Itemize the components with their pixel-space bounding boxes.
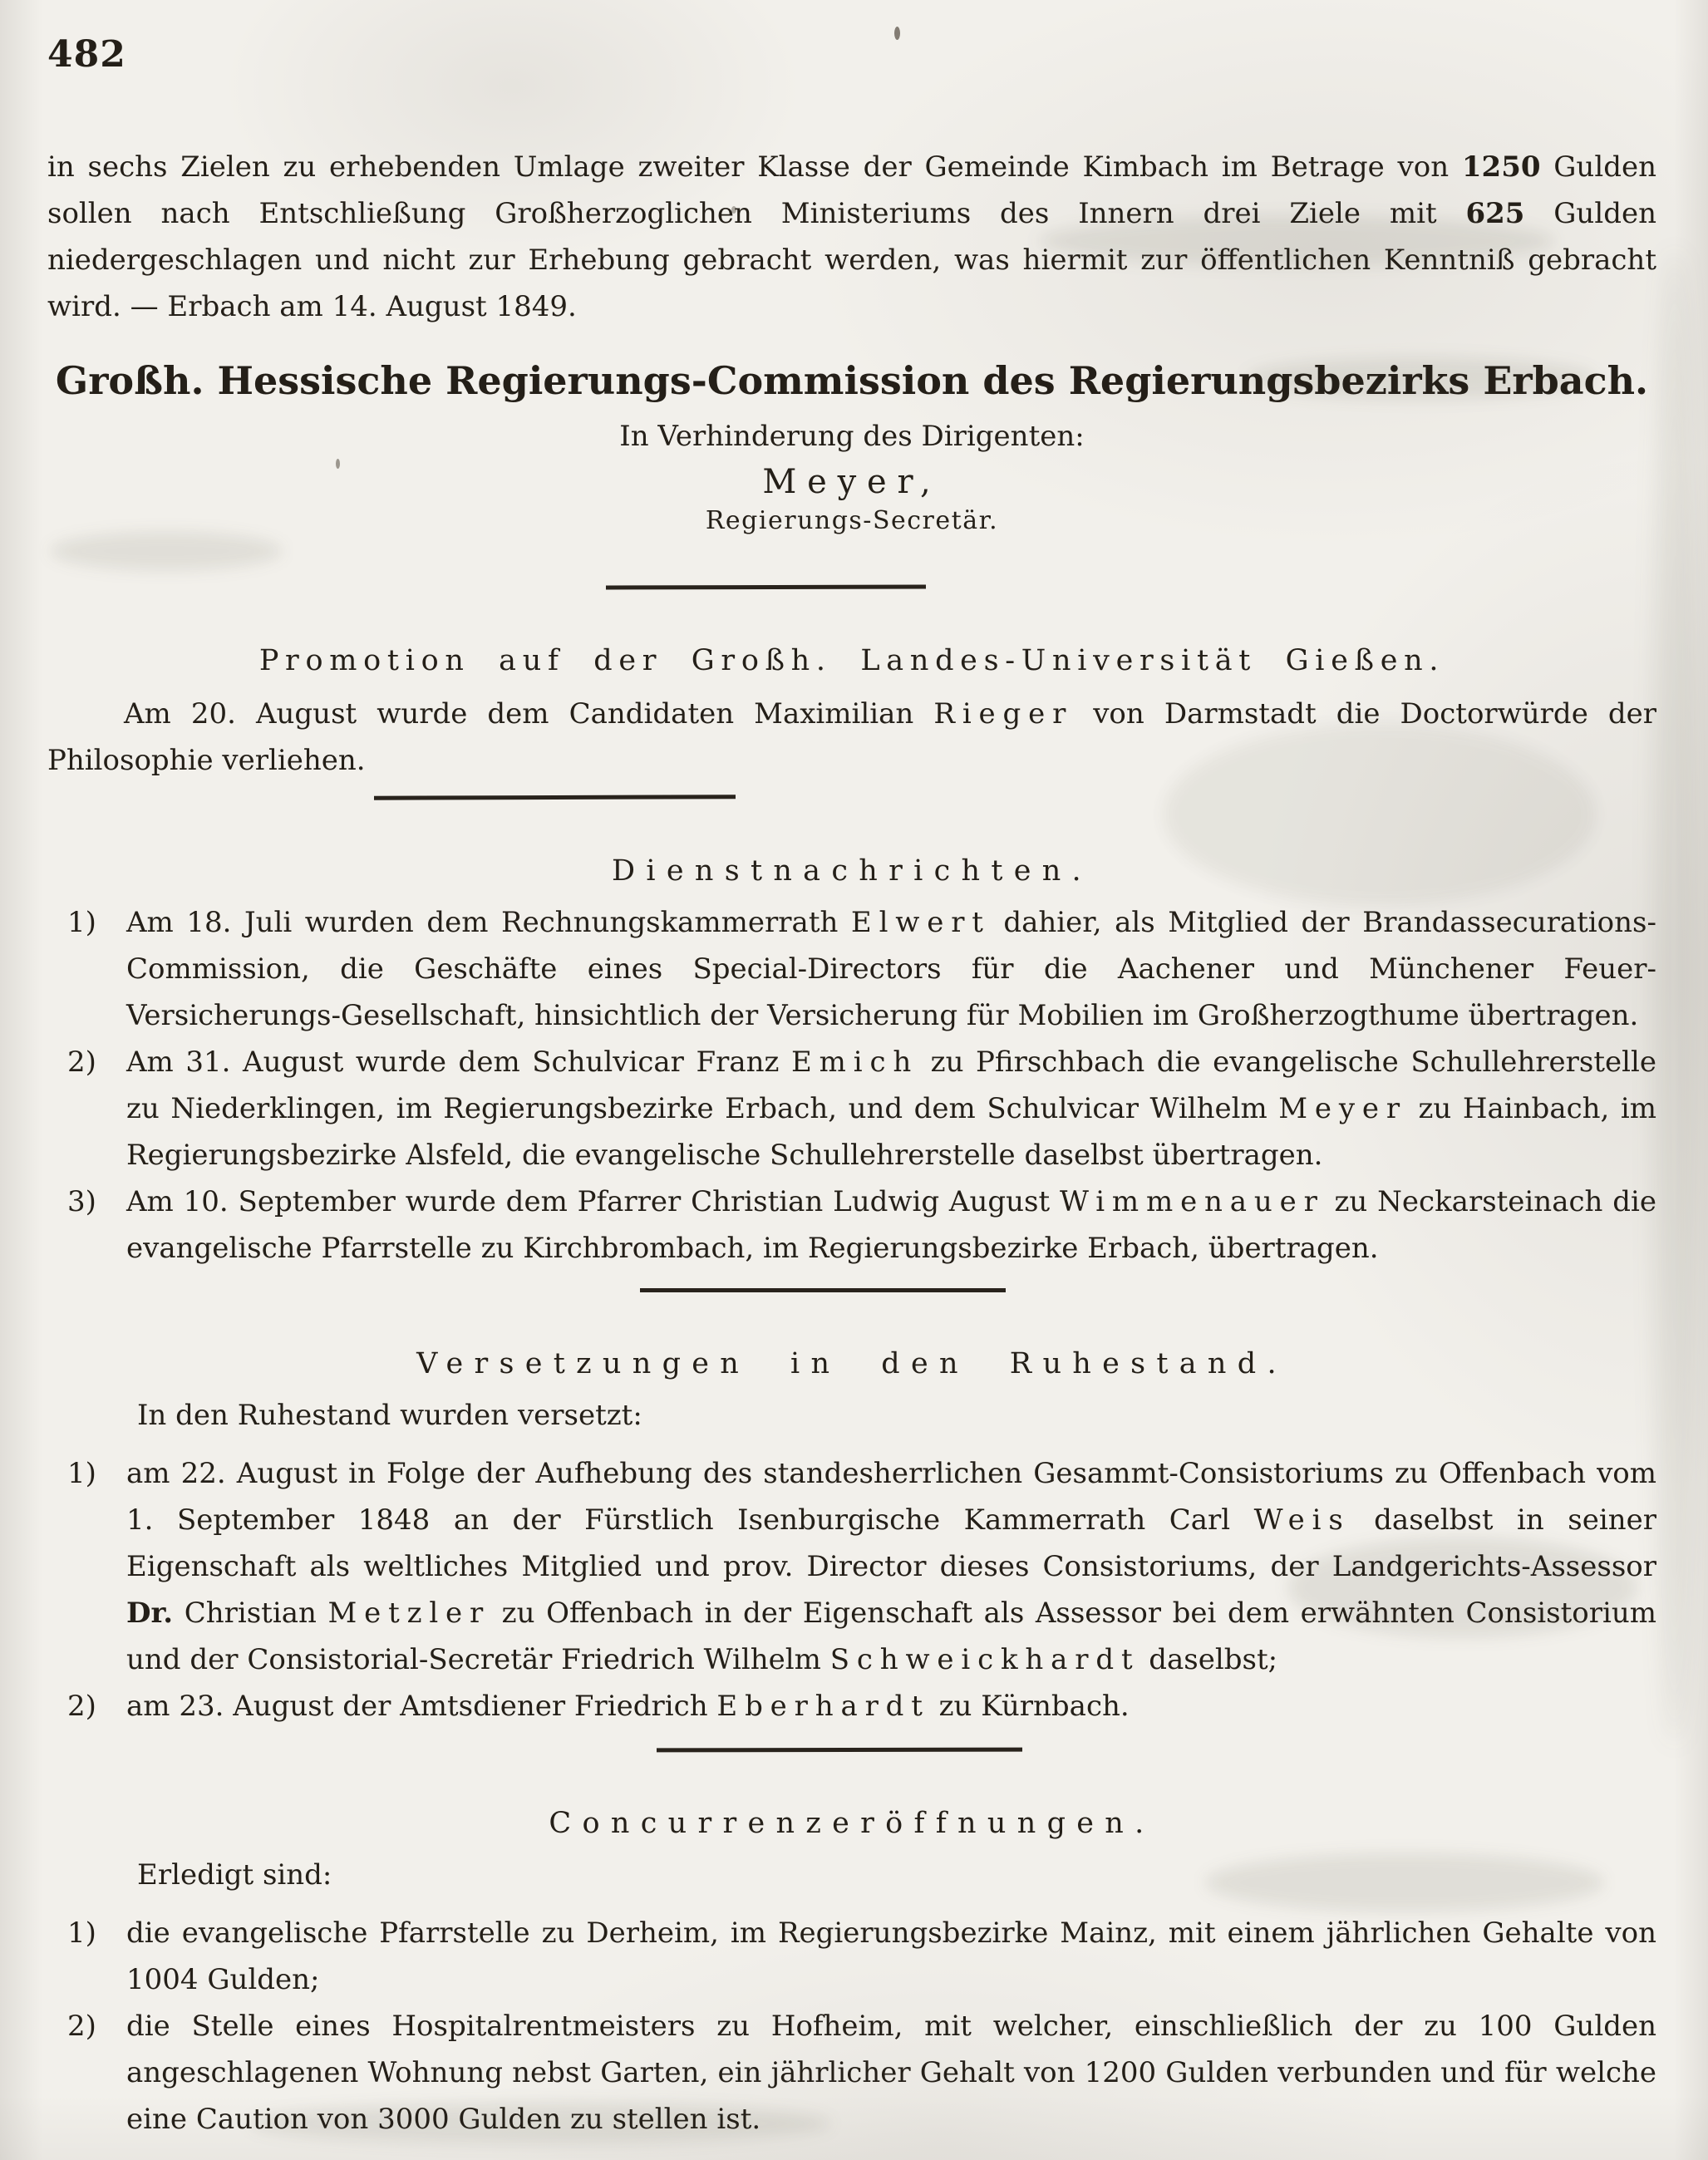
item-text [126, 1457, 1656, 1676]
notice-paragraph [47, 144, 1656, 330]
emphasized-text: 625 [1465, 197, 1525, 230]
list-item [47, 899, 1656, 1039]
item-text [126, 1916, 1656, 1996]
item-number: 2) [67, 1690, 96, 1723]
emphasized-text: Schweickhardt [829, 1643, 1140, 1676]
concurrenz-intro: Erledigt sind: [137, 1858, 332, 1892]
text-run: Gulden sollen nach Entschließung Großherzoglichen Ministeriums des Innern drei Ziele mit [47, 150, 1656, 230]
text-run: die evangelische Pfarrstelle zu Derheim, im Regierungsbezirke Mainz, mit einem jährlichen Gehalte von 1004 Gulden; [126, 1916, 1656, 1996]
text-run: Am 31. August wurde dem Schulvicar Franz [126, 1046, 791, 1079]
horizontal-rule [657, 1748, 1022, 1753]
emphasized-text: Emich [791, 1046, 919, 1079]
item-number: 1) [67, 1916, 96, 1950]
text-run: zu Kürnbach. [929, 1690, 1130, 1723]
text-run: Am 18. Juli wurden dem Rechnungskammerrath [126, 906, 851, 939]
item-number: 3) [67, 1185, 96, 1218]
concurrenz-heading: Concurrenzeröffnungen. [549, 1807, 1155, 1840]
emphasized-text: Wimmenauer [1060, 1185, 1325, 1218]
text-run: daselbst; [1139, 1643, 1278, 1676]
list-item [47, 1178, 1656, 1272]
item-number: 1) [67, 906, 96, 939]
text-run: die Stelle eines Hospitalrentmeisters zu Hofheim, mit welcher, einschließlich der zu 100 Gulden angeschlagenen Wohnung nebst Garten, ein jährlicher Gehalt von 1200 Gulden verbunden und für welche eine Caution von 3000 Gulden zu stellen ist. [126, 2010, 1656, 2136]
ruhestand-list [47, 1450, 1656, 1729]
list-item [47, 1910, 1656, 2003]
text-run: von Darmstadt die Doctorwürde der Philosophie verliehen. [47, 697, 1657, 777]
list-item [47, 2003, 1656, 2143]
emphasized-text: Weis [1253, 1503, 1351, 1537]
emphasized-text: Rieger [933, 697, 1074, 731]
text-run: zu Pfirschbach die evangelische Schullehrerstelle zu Niederklingen, im Regierungsbezirke Erbach, und dem Schulvicar Wilhelm [126, 1046, 1656, 1125]
list-item [47, 1450, 1656, 1683]
text-run: zu Hainbach, im Regierungsbezirke Alsfeld, die evangelische Schullehrerstelle daselbst übertragen. [126, 1092, 1656, 1172]
text-run: Christian [173, 1597, 328, 1630]
promotion-heading: Promotion auf der Großh. Landes-Universität Gießen. [258, 644, 1445, 677]
item-text [126, 906, 1656, 1032]
ruhestand-intro: In den Ruhestand wurden versetzt: [137, 1399, 642, 1432]
ruhestand-heading: Versetzungen in den Ruhestand. [416, 1347, 1287, 1380]
signature-name: Meyer, [762, 463, 942, 501]
item-text [126, 1690, 1130, 1723]
item-text [126, 2010, 1656, 2136]
list-item [47, 1039, 1656, 1178]
dienstnachrichten-list [47, 899, 1656, 1272]
emphasized-text: Meyer [1278, 1092, 1407, 1125]
item-number: 2) [67, 2010, 96, 2043]
horizontal-rule [640, 1288, 1006, 1292]
text-run: Am 10. September wurde dem Pfarrer Christian Ludwig August [126, 1185, 1060, 1218]
page-number: 482 [47, 33, 126, 76]
text-run: am 23. August der Amtsdiener Friedrich [126, 1690, 717, 1723]
signature-title: Regierungs-Secretär. [705, 506, 999, 535]
text-run: am 22. August in Folge der Aufhebung des standesherrlichen Gesammt-Consistoriums zu Offenbach vom 1. September 1848 an der Fürstlich Isenburgische Kammerrath Carl [126, 1457, 1656, 1537]
emphasized-text: 1250 [1461, 150, 1541, 184]
item-number: 2) [67, 1046, 96, 1079]
commission-title: Großh. Hessische Regierungs-Commission des Regierungsbezirks Erbach. [55, 358, 1649, 403]
text-run: Gulden niedergeschlagen und nicht zur Erhebung gebracht werden, was hiermit zur öffentlichen Kenntniß gebracht wird. — Erbach am 14. August 1849. [47, 197, 1656, 323]
item-text [126, 1046, 1656, 1172]
text-run: zu Offenbach in der Eigenschaft als Assessor bei dem erwähnten Consistorium und der Consistorial-Secretär Friedrich Wilhelm [126, 1597, 1656, 1676]
text-run: zu Neckarsteinach die evangelische Pfarrstelle zu Kirchbrombach, im Regierungsbezirke Erbach, übertragen. [126, 1185, 1656, 1265]
emphasized-text: Metzler [327, 1597, 491, 1630]
horizontal-rule [606, 584, 926, 589]
concurrenz-list [47, 1910, 1656, 2143]
emphasized-text: Eberhardt [716, 1690, 930, 1723]
promotion-paragraph [47, 691, 1656, 784]
horizontal-rule [374, 795, 736, 800]
item-text [126, 1185, 1656, 1265]
emphasized-text: Dr. [126, 1597, 174, 1630]
text-run: daselbst in seiner Eigenschaft als weltliches Mitglied und prov. Director dieses Consistoriums, der Landgerichts-Assessor [126, 1503, 1657, 1583]
text-run: dahier, als Mitglied der Brandassecurations-Commission, die Geschäfte eines Special-Directors für die Aachener und Münchener Feuer-Versicherungs-Gesellschaft, hinsichtlich der Versicherung für Mobilien im Großherzogthume übertragen. [126, 906, 1656, 1032]
list-item [47, 1683, 1656, 1729]
dienstnachrichten-heading: Dienstnachrichten. [611, 854, 1092, 888]
emphasized-text: Elwert [850, 906, 991, 939]
item-number: 1) [67, 1457, 96, 1490]
deputy-note: In Verhinderung des Dirigenten: [619, 420, 1085, 453]
text-run: in sechs Zielen zu erhebenden Umlage zweiter Klasse der Gemeinde Kimbach im Betrage von [47, 150, 1462, 184]
text-run: Am 20. August wurde dem Candidaten Maximilian [124, 697, 934, 731]
